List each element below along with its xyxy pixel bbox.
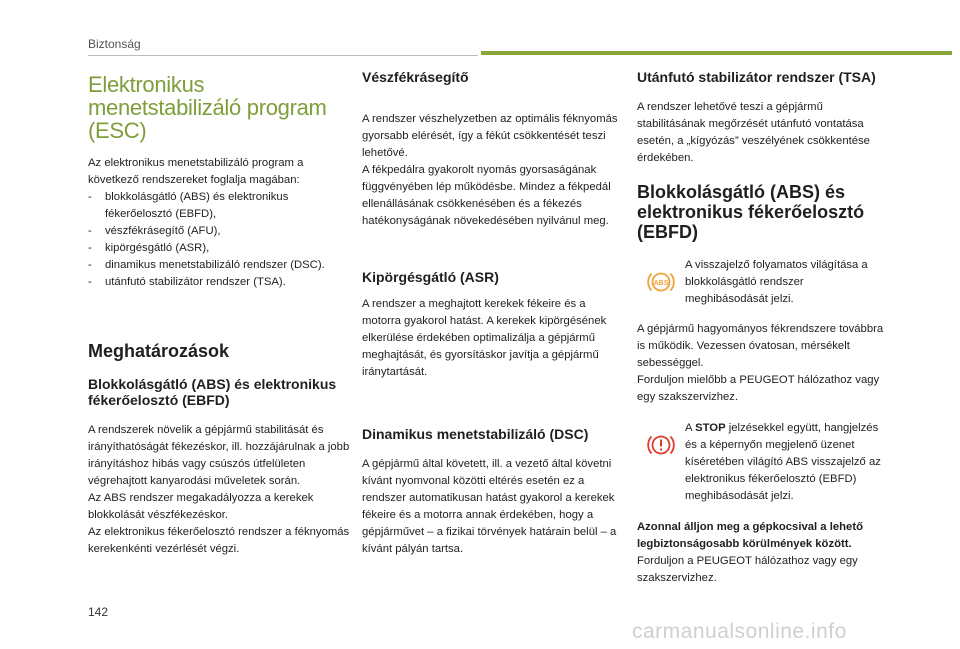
section-label: Biztonság [88, 37, 141, 51]
stop-pre: A [685, 422, 696, 434]
tsa-heading: Utánfutó stabilizátor rendszer (TSA) [637, 69, 876, 85]
stop-warning-block [637, 420, 887, 505]
afu-heading: Vészfékrásegítő [362, 69, 469, 85]
list-item: - utánfutó stabilizátor rendszer (TSA). [88, 274, 350, 291]
definitions-heading: Meghatározások [88, 341, 230, 361]
header-rule [88, 55, 478, 56]
header-accent-bar [481, 51, 952, 55]
contact-dealer-text: Forduljon a PEUGEOT hálózathoz vagy egy szakszervizhez. [637, 555, 858, 584]
abs-paragraph-1: A rendszerek növelik a gépjármű stabilitását és irányíthatóságát fékezéskor, ill. hozzájárulnak a jobb irányításhoz hibás vagy csúszós útfelületen végrehajtott kanyarodási műveletek során. [88, 424, 350, 487]
watermark: carmanualsonline.info [632, 620, 847, 643]
list-item: - kipörgésgátló (ASR), [88, 240, 350, 257]
page-number: 142 [88, 605, 109, 619]
column-left [88, 62, 350, 558]
dsc-heading: Dinamikus menetstabilizáló (DSC) [362, 426, 589, 442]
tsa-paragraph: A rendszer lehetővé teszi a gépjármű stabilitásának megőrzését utánfutó vontatása esetén, a „kígyózás” veszélyének csökkentése érdekében. [637, 101, 870, 164]
asr-heading: Kipörgésgátló (ASR) [362, 269, 499, 285]
abs-ebfd-heading: Blokkolásgátló (ABS) és elektronikus fékerőelosztó (EBFD) [88, 376, 337, 408]
stop-warning-text [685, 420, 887, 505]
stop-now-warning: Azonnal álljon meg a gépkocsival a lehető legbiztonságosabb körülmények között. [637, 521, 863, 550]
chapter-title: Elektronikus menetstabilizáló program (ESC) [88, 72, 327, 143]
intro-text: Az elektronikus menetstabilizáló program a következő rendszereket foglalja magában: [88, 157, 304, 186]
afu-paragraph-2: A fékpedálra gyakorolt nyomás gyorsaságának függvényében lép működésbe. Mindez a fékpedál ellenállásának csökkenésében és a fékezés hatékonyságának növekedésében nyilvánul meg. [362, 164, 611, 227]
column-right [637, 62, 887, 587]
abs-icon-label: ABS [653, 280, 669, 287]
stop-post: jelzésekkel együtt, hangjelzés és a képernyőn megjelenő üzenet kíséretében világító ABS visszajelző az elektronikus fékerőelosztó (EBFD) meghibásodását jelzi. [685, 422, 881, 502]
column-middle [362, 62, 624, 558]
brake-warning-icon [637, 420, 685, 459]
list-item: - vészfékrásegítő (AFU), [88, 223, 350, 240]
abs-heading: Blokkolásgátló (ABS) és elektronikus fékerőelosztó (EBFD) [637, 182, 865, 242]
abs-warning-block [637, 257, 887, 308]
list-item: - dinamikus menetstabilizáló rendszer (DSC). [88, 257, 350, 274]
stop-word: STOP [695, 422, 726, 434]
abs-paragraph-3: Az elektronikus fékerőelosztó rendszer a féknyomás kerekenkénti vezérlését végzi. [88, 526, 350, 555]
dsc-paragraph: A gépjármű által követett, ill. a vezető által követni kívánt nyomvonal közötti eltérés esetén ez a rendszer automatikusan hatást gyakorol a kerekek fékeire és a motorra annak érdekében, hogy a gépjárművet – a fizikai törvények határain belül – a kívánt pályán tartsa. [362, 458, 617, 555]
abs-warning-icon [637, 257, 685, 296]
list-item: - blokkolásgátló (ABS) és elektronikus fékerőelosztó (EBFD), [88, 189, 350, 223]
abs-note-1: A gépjármű hagyományos fékrendszere továbbra is működik. Vezessen óvatosan, mérsékelt sebességgel. [637, 323, 884, 369]
afu-paragraph-1: A rendszer vészhelyzetben az optimális féknyomás gyorsabb elérését, így a fékút csökkentését teszi lehetővé. [362, 113, 618, 159]
abs-warning-text: A visszajelző folyamatos világítása a blokkolásgátló rendszer meghibásodását jelzi. [685, 259, 868, 305]
abs-note-2: Forduljon mielőbb a PEUGEOT hálózathoz vagy egy szakszervizhez. [637, 374, 880, 403]
abs-paragraph-2: Az ABS rendszer megakadályozza a kerekek blokkolását vészfékezéskor. [88, 492, 314, 521]
systems-list [88, 189, 350, 291]
asr-paragraph: A rendszer a meghajtott kerekek fékeire és a motorra gyakorol hatást. A kerekek kipörgésének elkerülése érdekében optimalizálja a gépjármű meghajtását, és gyorsításkor javítja a gépjármű iránytartását. [362, 298, 607, 378]
